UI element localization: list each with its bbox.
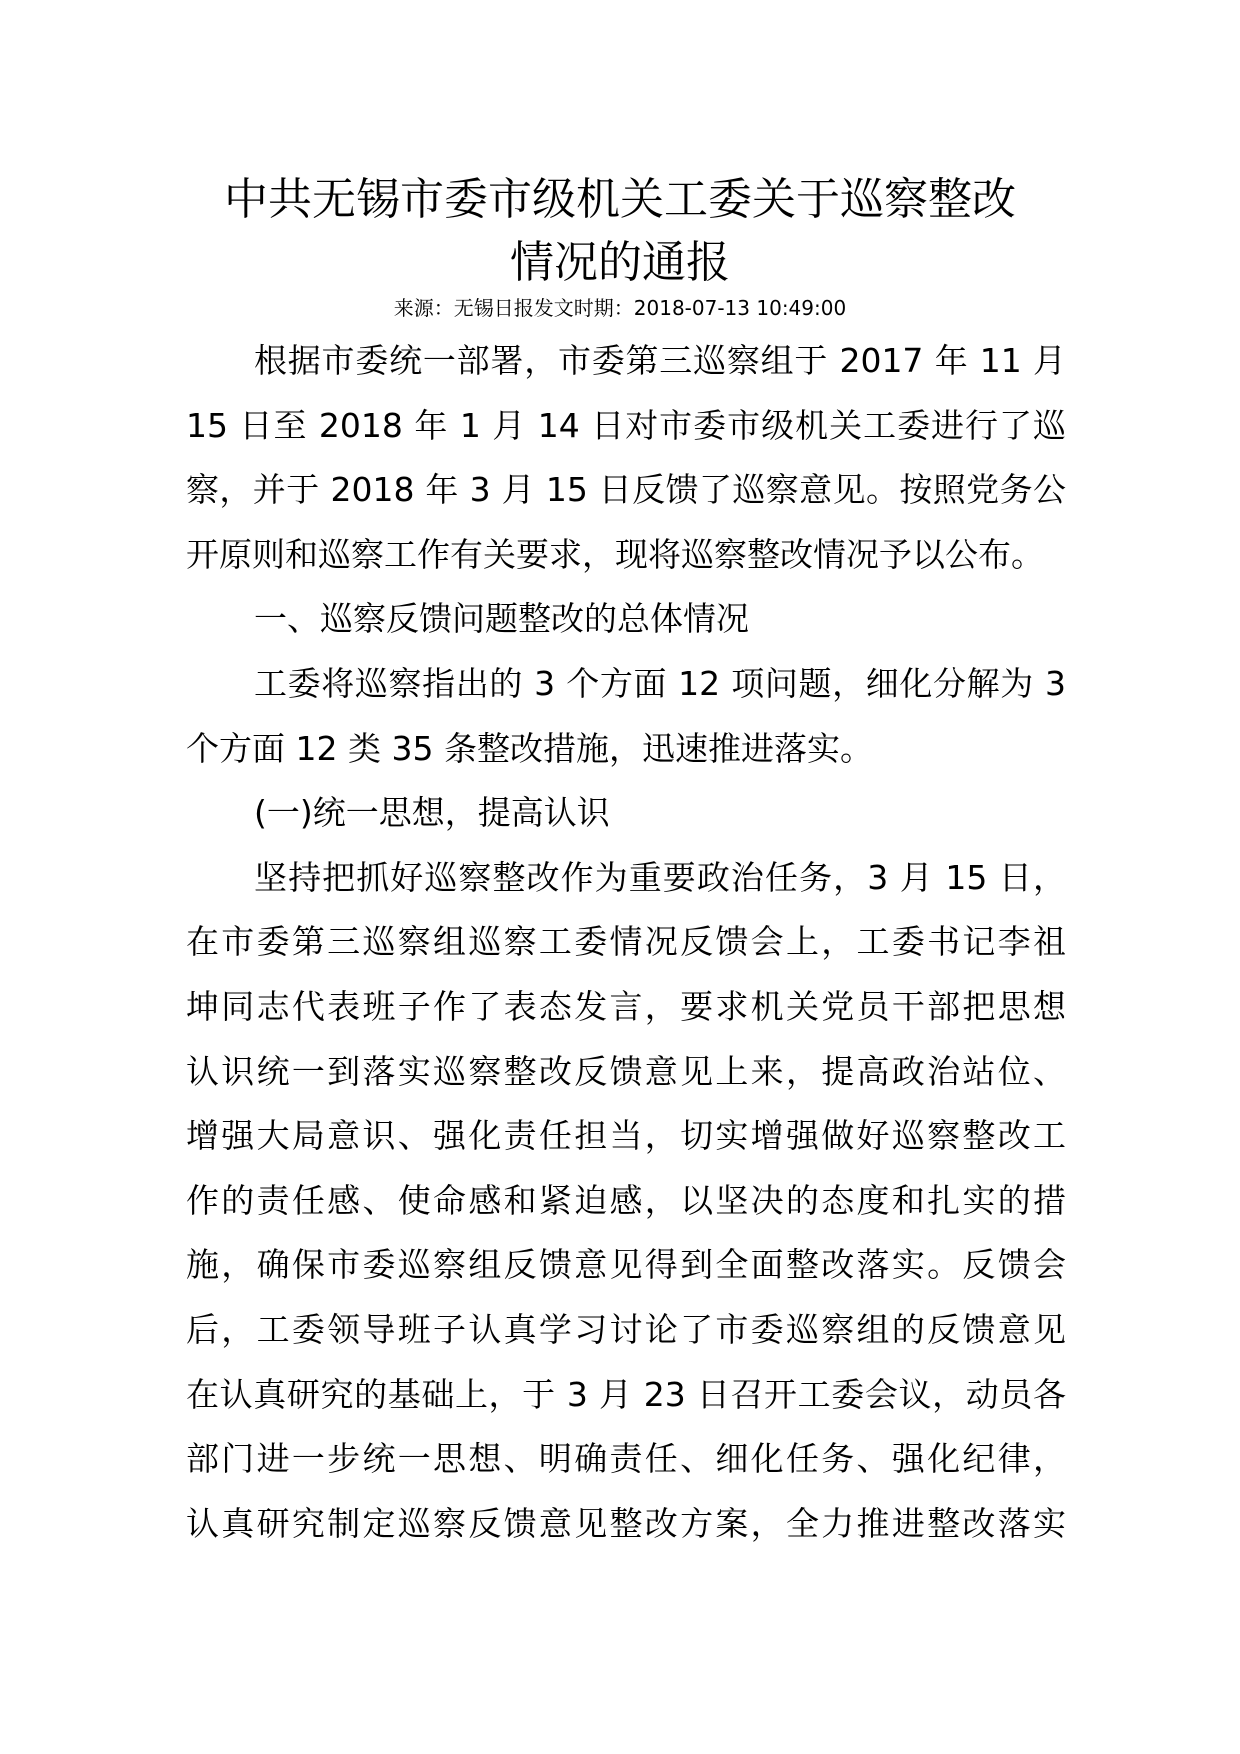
body-line: 作的责任感、使命感和紧迫感，以坚决的态度和扎实的措 (186, 1180, 1066, 1220)
body-line: 工委将巡察指出的 3 个方面 12 项问题，细化分解为 3 (254, 663, 1066, 703)
body-line: 在认真研究的基础上，于 3 月 23 日召开工委会议，动员各 (186, 1374, 1066, 1414)
body-line: 察，并于 2018 年 3 月 15 日反馈了巡察意见。按照党务公 (186, 470, 1066, 510)
source-and-date-line: 来源：无锡日报发文时期：2018-07-13 10:49:00 (393, 296, 847, 320)
subsection-heading: (一)统一思想，提高认识 (254, 793, 610, 833)
body-line: 坤同志代表班子作了表态发言，要求机关党员干部把思想 (186, 986, 1066, 1026)
body-line: 认识统一到落实巡察整改反馈意见上来，提高政治站位、 (186, 1051, 1066, 1091)
body-line: 认真研究制定巡察反馈意见整改方案，全力推进整改落实 (186, 1503, 1066, 1543)
body-line: 个方面 12 类 35 条整改措施，迅速推进落实。 (186, 728, 873, 768)
document-title-line-1: 中共无锡市委市级机关工委关于巡察整改 (224, 174, 1016, 225)
body-line: 15 日至 2018 年 1 月 14 日对市委市级机关工委进行了巡 (186, 405, 1066, 445)
body-line: 施，确保市委巡察组反馈意见得到全面整改落实。反馈会 (186, 1245, 1066, 1285)
body-line: 根据市委统一部署，市委第三巡察组于 2017 年 11 月 (254, 341, 1066, 380)
body-line: 开原则和巡察工作有关要求，现将巡察整改情况予以公布。 (186, 534, 1044, 574)
body-line: 在市委第三巡察组巡察工委情况反馈会上，工委书记李祖 (186, 922, 1066, 962)
body-line: 部门进一步统一思想、明确责任、细化任务、强化纪律， (186, 1439, 1066, 1479)
section-heading: 一、巡察反馈问题整改的总体情况 (254, 599, 749, 639)
body-line: 后，工委领导班子认真学习讨论了市委巡察组的反馈意见 (186, 1309, 1066, 1349)
body-line: 增强大局意识、强化责任担当，切实增强做好巡察整改工 (186, 1116, 1066, 1156)
document-body (186, 329, 1066, 1556)
body-line: 坚持把抓好巡察整改作为重要政治任务，3 月 15 日， (254, 857, 1066, 897)
document-title-line-2: 情况的通报 (510, 237, 730, 288)
